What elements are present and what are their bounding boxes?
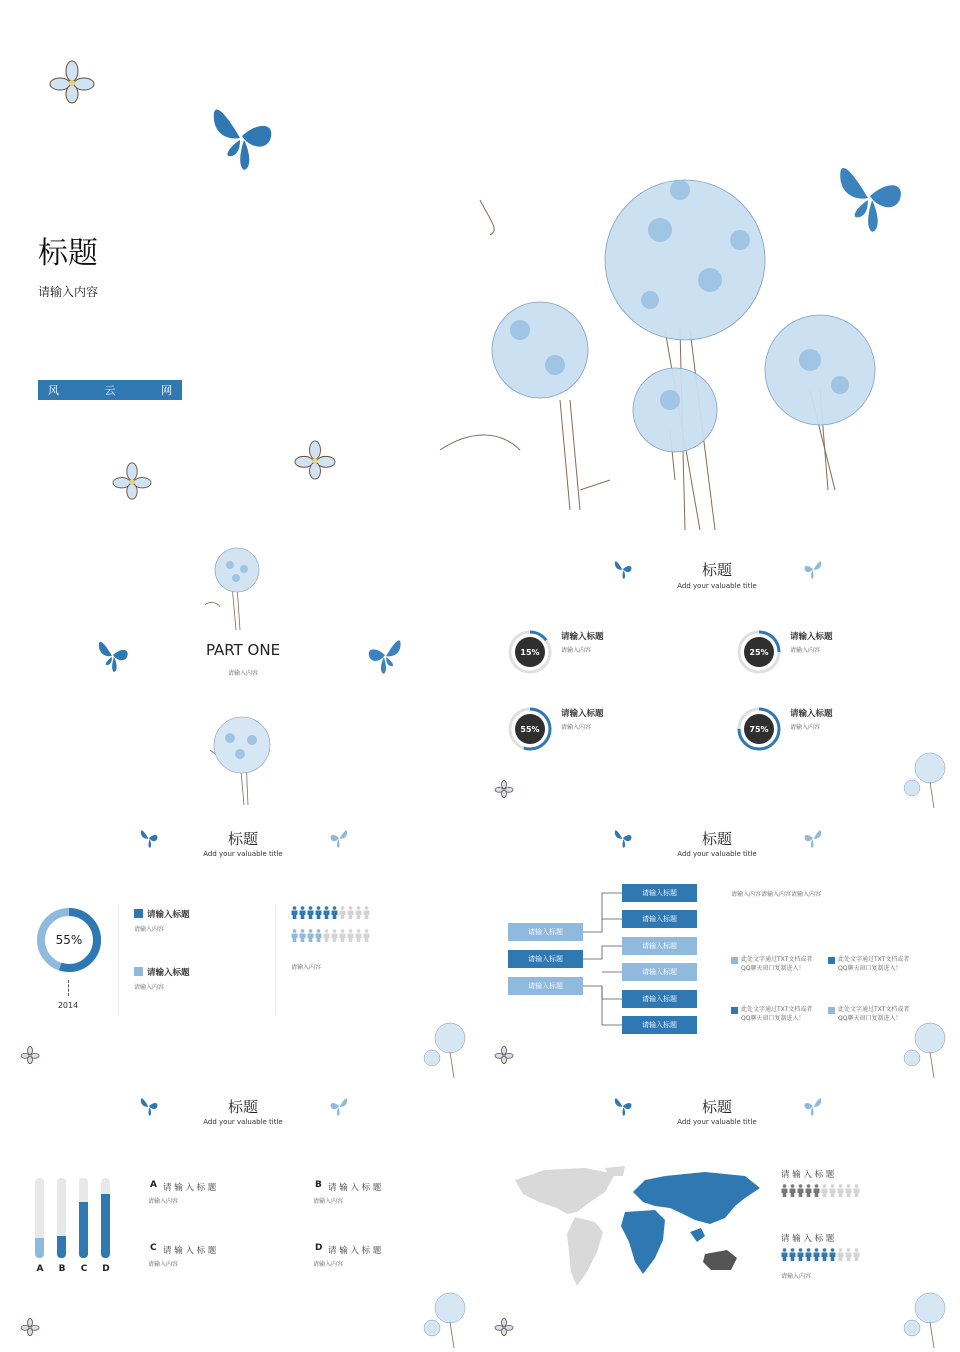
legend-title: 请输入标题 [147,968,190,978]
person-icon [315,929,322,942]
butterfly-icon [94,637,132,673]
person-icon [291,906,298,919]
ring-percent: 15% [520,647,540,657]
flow-note: 此处文字通过TXT文档或者QQ聊天窗口复制进入！ [838,1006,910,1022]
flow-left-box: 请输入标题 [508,923,583,941]
bouquet-illustration [200,545,274,635]
note-swatch [731,1007,738,1014]
note-swatch [828,957,835,964]
bouquet-illustration [880,1020,954,1078]
person-icon [805,1248,812,1261]
butterfly-icon [138,827,160,849]
ring-title: 请输入标题 [790,709,833,719]
cover-bar-char: 风 [48,384,59,397]
note-swatch [731,957,738,964]
ring-desc: 请输入内容 [561,724,592,731]
bar-fill [57,1236,66,1258]
people-caption: 请输入内容 [291,964,322,971]
person-icon [347,929,354,942]
slide-title: 标题 [227,1098,258,1116]
world-map [505,1162,765,1292]
person-icon [845,1184,852,1197]
person-icon [813,1248,820,1261]
item-desc: 请输入内容 [313,1261,344,1268]
people-row [291,906,370,919]
donut-year: 2014 [57,1001,79,1010]
butterfly-icon [138,1095,160,1117]
slide-subtitle: Add your valuable title [677,1118,757,1126]
flow-left-box: 请输入标题 [508,950,583,968]
flower-icon [110,462,154,500]
bars-slide [0,1080,480,1352]
person-icon [781,1184,788,1197]
flower-icon [20,1318,40,1336]
cover-blue-bar [38,380,182,400]
butterfly-icon [802,558,824,580]
flower-icon [494,1046,514,1064]
cover-slide [0,0,960,540]
slide-title: 标题 [227,830,258,848]
flow-right-box: 请输入标题 [622,1016,697,1034]
bar-fill [79,1202,88,1258]
vertical-bar-chart [30,1178,120,1278]
cover-title: 标题 [38,236,98,271]
butterfly-icon [328,1095,350,1117]
item-letter: D [315,1243,323,1253]
person-icon [829,1248,836,1261]
item-letter: B [315,1180,322,1190]
part-slide [0,540,480,810]
bouquet-illustration [200,710,284,810]
butterfly-icon [802,1095,824,1117]
cover-bar-char: 网 [161,384,172,397]
slide-subtitle: Add your valuable title [203,1118,283,1126]
person-icon [323,906,330,919]
person-icon [331,929,338,942]
flow-note: 此处文字通过TXT文档或者QQ聊天窗口复制进入！ [741,1006,813,1022]
flow-right-box: 请输入标题 [622,963,697,981]
ring-percent: 55% [520,724,540,734]
person-icon [829,1184,836,1197]
bouquet-illustration [400,1020,474,1078]
legend-swatch [134,909,143,918]
item-desc: 请输入内容 [148,1261,179,1268]
map-slide [480,1080,960,1352]
person-icon [307,906,314,919]
person-icon [331,906,338,919]
donut-percent: 55% [55,933,83,947]
slide-title: 标题 [701,561,732,579]
progress-ring [508,630,552,674]
ring-desc: 请输入内容 [561,647,592,654]
person-icon [853,1248,860,1261]
slide-subtitle: Add your valuable title [677,582,757,590]
divider [275,905,276,1015]
people-row [291,929,370,942]
person-icon [789,1248,796,1261]
ring-desc: 请输入内容 [790,647,821,654]
person-icon [363,929,370,942]
person-icon [347,906,354,919]
butterfly-icon [612,1095,634,1117]
person-icon [805,1184,812,1197]
person-icon [339,906,346,919]
slide-subtitle: Add your valuable title [677,850,757,858]
person-icon [821,1184,828,1197]
person-icon [355,929,362,942]
ring-title: 请输入标题 [790,632,833,642]
person-icon [291,929,298,942]
flow-left-box: 请输入标题 [508,977,583,995]
progress-ring [737,707,781,751]
person-icon [797,1184,804,1197]
bouquet-illustration [880,1290,954,1348]
ring-percent: 25% [749,647,769,657]
person-icon [797,1248,804,1261]
flow-right-box: 请输入标题 [622,990,697,1008]
person-icon [307,929,314,942]
note-swatch [828,1007,835,1014]
people-row [781,1184,860,1197]
item-letter: C [150,1243,157,1253]
butterfly-icon [204,100,280,172]
flower-icon [292,440,338,480]
progress-ring [737,630,781,674]
legend-swatch [134,967,143,976]
flow-right-box: 请输入标题 [622,884,697,902]
person-icon [363,906,370,919]
bar-fill [35,1238,44,1258]
person-icon [299,929,306,942]
item-title: 请 输 入 标 题 [163,1246,217,1256]
people-row [781,1248,860,1261]
flow-top-text: 请输入内容请输入内容请输入内容 [731,891,822,898]
flow-note: 此处文字通过TXT文档或者QQ聊天窗口复制进入！ [838,956,910,972]
map-group-desc: 请输入内容 [781,1273,812,1280]
flow-slide [480,810,960,1080]
legend-title: 请输入标题 [147,910,190,920]
person-icon [789,1184,796,1197]
ring-desc: 请输入内容 [790,724,821,731]
rings-slide [480,540,960,810]
item-title: 请 输 入 标 题 [328,1246,382,1256]
item-title: 请 输 入 标 题 [328,1183,382,1193]
part-title: PART ONE [205,641,281,659]
bar-label: D [102,1264,110,1274]
slide-subtitle: Add your valuable title [203,850,283,858]
slide-title: 标题 [701,1098,732,1116]
bouquet-illustration [400,1290,474,1348]
bar-label: A [36,1264,44,1274]
flow-right-box: 请输入标题 [622,910,697,928]
cover-subtitle: 请输入内容 [38,285,99,299]
item-desc: 请输入内容 [313,1198,344,1205]
donut-chart [36,907,102,973]
person-icon [837,1184,844,1197]
flow-right-box: 请输入标题 [622,937,697,955]
flower-icon [494,1318,514,1336]
ring-percent: 75% [749,724,769,734]
bar-fill [101,1194,110,1258]
slide-title: 标题 [701,830,732,848]
flower-icon [48,60,96,104]
part-subtitle: 请输入内容 [227,670,258,677]
ring-title: 请输入标题 [561,632,604,642]
flower-icon [494,780,514,798]
ring-title: 请输入标题 [561,709,604,719]
person-icon [845,1248,852,1261]
person-icon [853,1184,860,1197]
bar-label: B [58,1264,66,1274]
donut-slide [0,810,480,1080]
progress-ring [508,707,552,751]
map-group-title: 请 输 入 标 题 [781,1170,835,1180]
bouquet-illustration [880,750,954,808]
person-icon [315,906,322,919]
person-icon [813,1184,820,1197]
bouquet-illustration [430,130,930,540]
butterfly-icon [364,635,406,675]
divider [118,905,119,1015]
item-letter: A [150,1180,157,1190]
bar-label: C [80,1264,88,1274]
item-title: 请 输 入 标 题 [163,1183,217,1193]
person-icon [323,929,330,942]
person-icon [355,906,362,919]
person-icon [299,906,306,919]
flow-note: 此处文字通过TXT文档或者QQ聊天窗口复制进入！ [741,956,813,972]
person-icon [339,929,346,942]
legend-desc: 请输入内容 [134,984,165,991]
butterfly-icon [612,558,634,580]
item-desc: 请输入内容 [148,1198,179,1205]
year-connector [68,980,69,996]
person-icon [781,1248,788,1261]
flower-icon [20,1046,40,1064]
person-icon [821,1248,828,1261]
person-icon [837,1248,844,1261]
map-group-title: 请 输 入 标 题 [781,1234,835,1244]
cover-bar-char: 云 [104,384,116,397]
butterfly-icon [328,827,350,849]
legend-desc: 请输入内容 [134,926,165,933]
